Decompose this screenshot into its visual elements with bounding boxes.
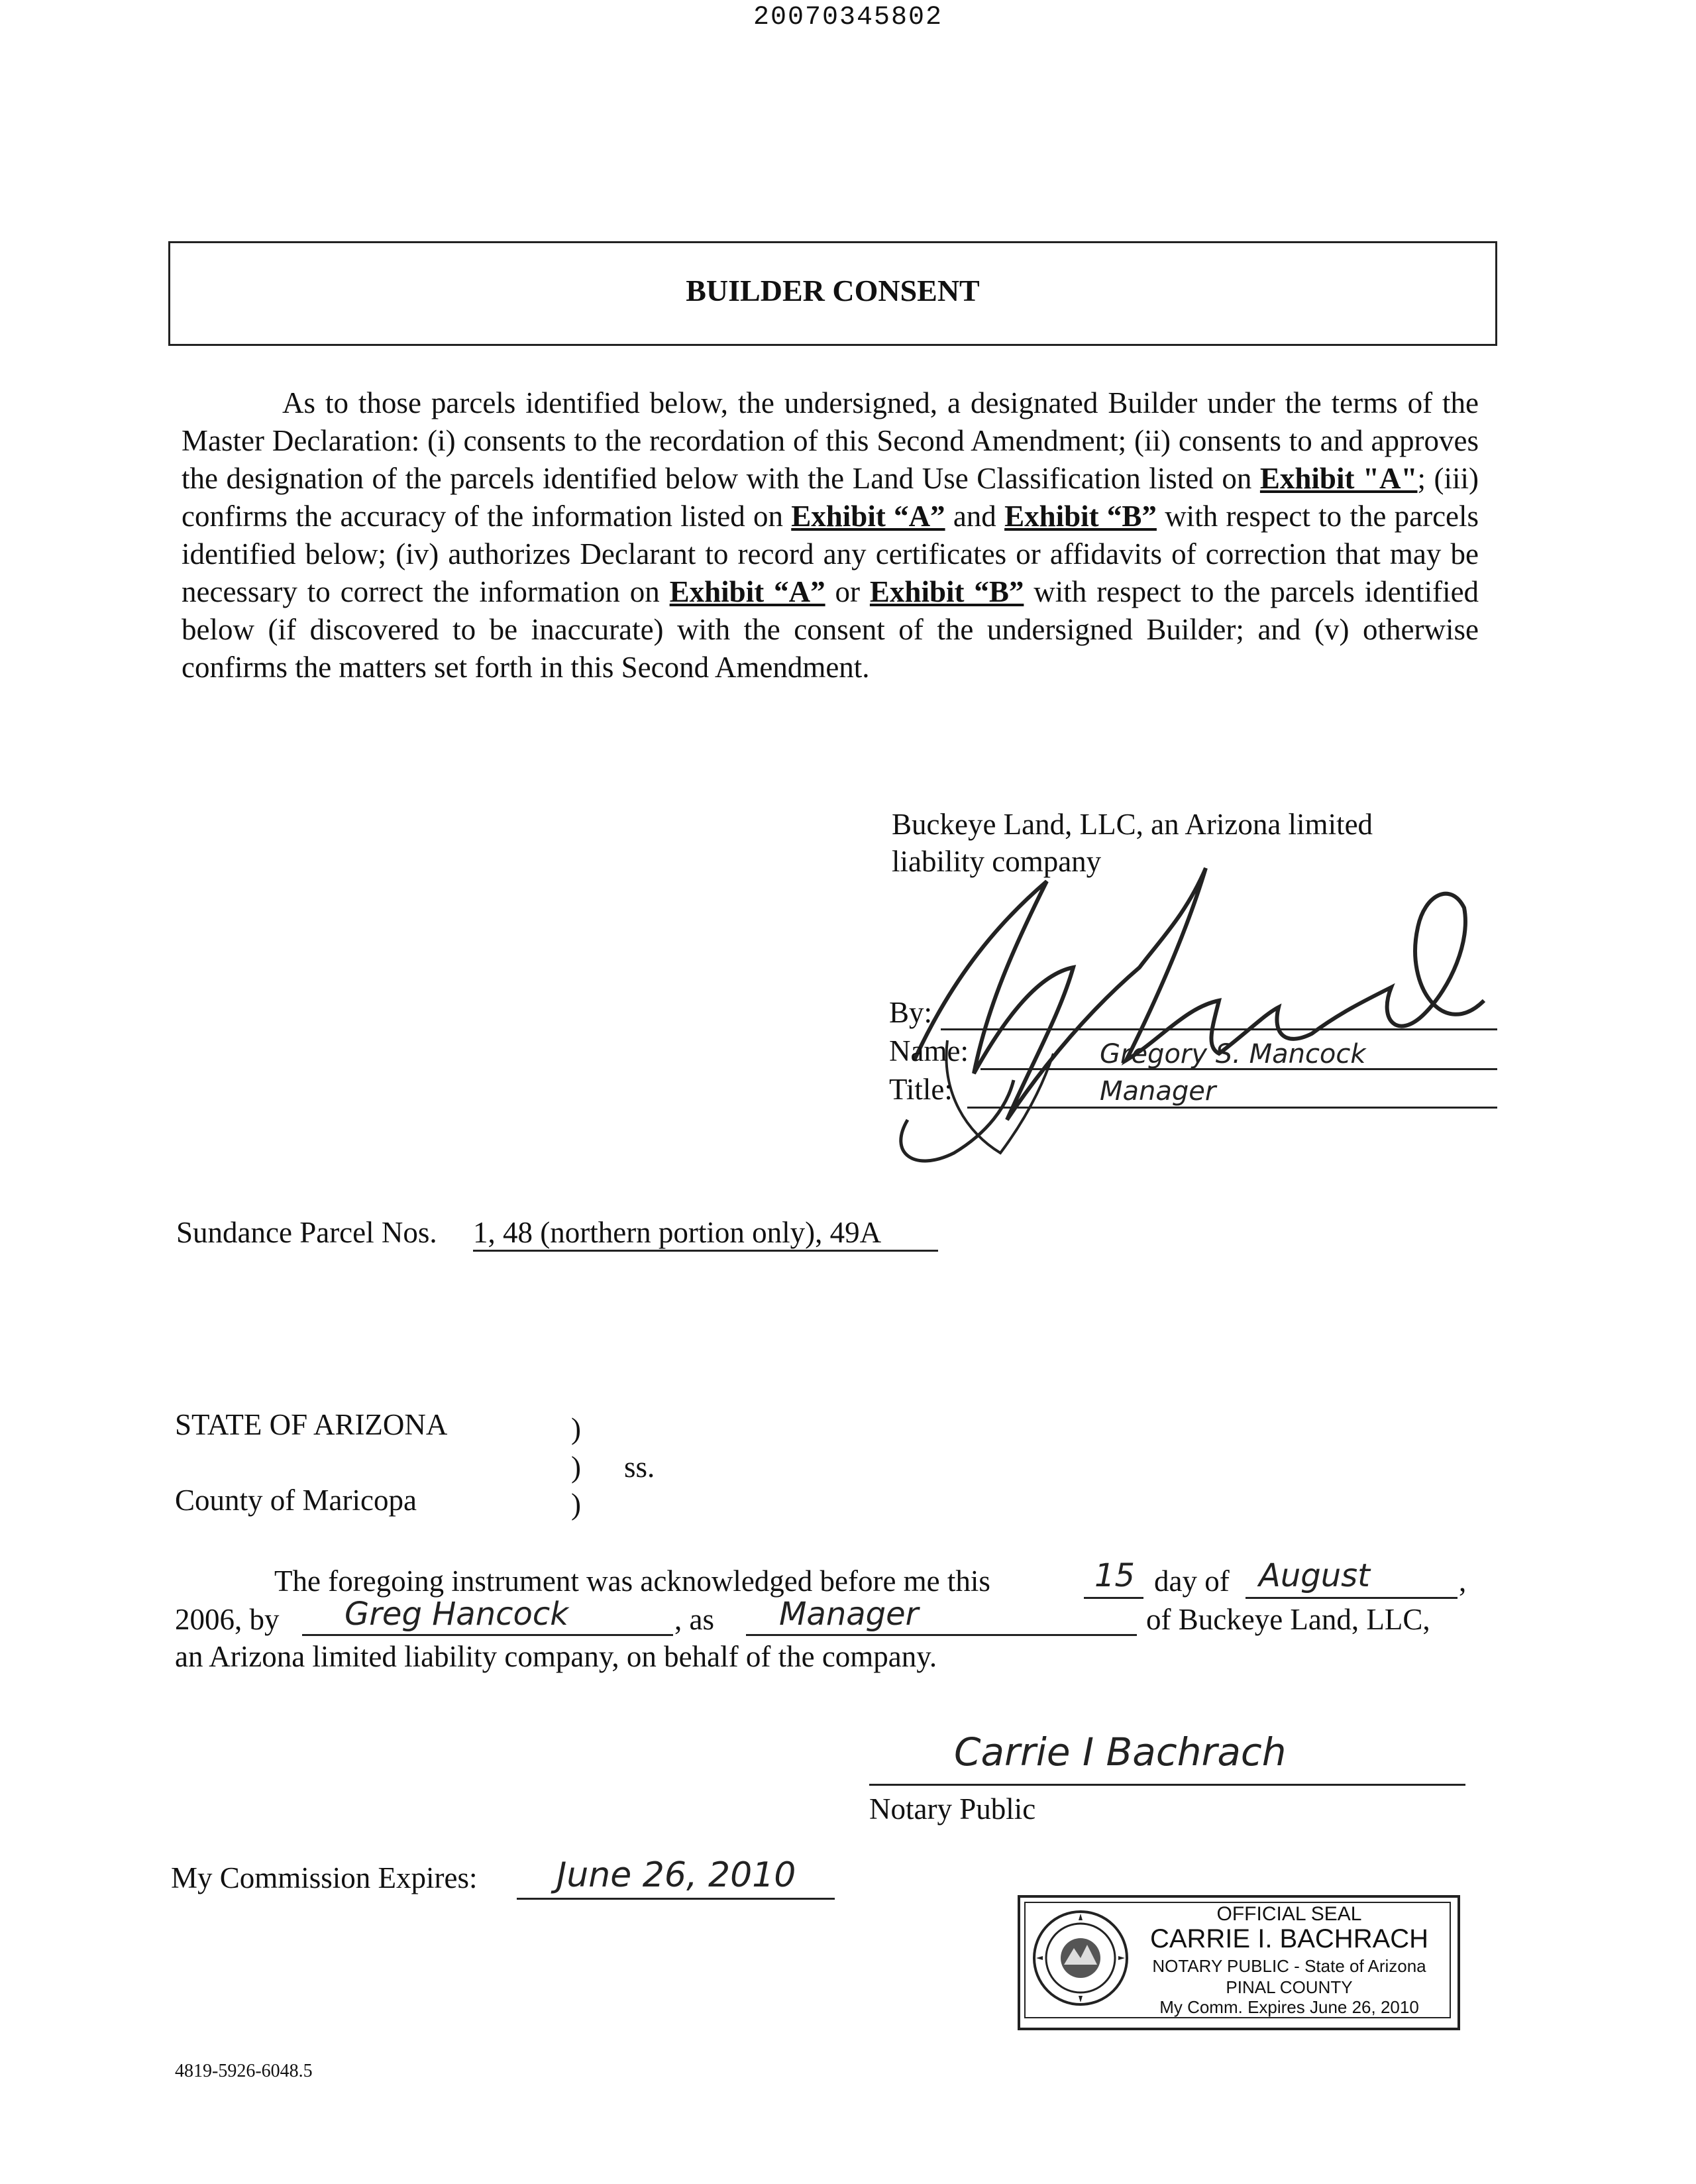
exhibit-b-ref: Exhibit “B” bbox=[869, 575, 1024, 608]
recording-number: 20070345802 bbox=[753, 3, 943, 32]
title-line bbox=[967, 1107, 1497, 1109]
document-title: BUILDER CONSENT bbox=[686, 274, 980, 307]
notary-label: Notary Public bbox=[869, 1792, 1036, 1826]
document-id-footer: 4819-5926-6048.5 bbox=[175, 2061, 313, 2081]
ack-capacity-handwritten: Manager bbox=[779, 1596, 919, 1633]
venue-paren: ) bbox=[571, 1412, 581, 1445]
seal-expiration-line: My Comm. Expires June 26, 2010 bbox=[1159, 1997, 1419, 2017]
seal-state-line: NOTARY PUBLIC - State of Arizona bbox=[1152, 1956, 1426, 1976]
ack-text-4: an Arizona limited liability company, on behalf of the company. bbox=[175, 1640, 937, 1673]
name-label: Name: bbox=[889, 1034, 969, 1067]
seal-header: OFFICIAL SEAL bbox=[1216, 1903, 1362, 1925]
ack-text-1: The foregoing instrument was acknowledged before me this bbox=[274, 1564, 990, 1598]
commission-line bbox=[517, 1898, 835, 1900]
venue-paren: ) bbox=[571, 1488, 581, 1521]
ack-text-2: day of bbox=[1154, 1564, 1230, 1598]
ack-text-3: of Buckeye Land, LLC, bbox=[1146, 1603, 1430, 1636]
parcel-numbers: 1, 48 (northern portion only), 49A bbox=[473, 1215, 938, 1252]
ack-person-handwritten: Greg Hancock bbox=[344, 1596, 569, 1633]
arizona-state-seal-icon bbox=[1031, 1908, 1130, 2008]
ack-year: 2006, by bbox=[175, 1603, 280, 1636]
commission-label: My Commission Expires: bbox=[171, 1861, 478, 1894]
exhibit-a-ref: Exhibit “A” bbox=[669, 575, 825, 608]
capacity-line bbox=[746, 1634, 1137, 1636]
exhibit-b-ref: Exhibit “B” bbox=[1004, 500, 1157, 533]
notary-signature-line bbox=[869, 1784, 1465, 1786]
venue-paren: ) bbox=[571, 1450, 581, 1484]
signer-name-handwritten: Gregory S. Mancock bbox=[1100, 1039, 1366, 1069]
seal-notary-name: CARRIE I. BACHRACH bbox=[1149, 1924, 1429, 1953]
county-label: County of Maricopa bbox=[175, 1484, 417, 1517]
builder-signature bbox=[874, 842, 1497, 1173]
month-line bbox=[1246, 1597, 1458, 1599]
by-line bbox=[941, 1028, 1497, 1030]
parcel-label: Sundance Parcel Nos. bbox=[176, 1216, 437, 1249]
person-line bbox=[302, 1634, 673, 1636]
signer-title-handwritten: Manager bbox=[1100, 1076, 1216, 1107]
company-name-line2: liability company bbox=[892, 845, 1102, 878]
ack-as: , as bbox=[674, 1603, 714, 1636]
exhibit-a-ref: Exhibit “A” bbox=[791, 500, 945, 533]
seal-county-line: PINAL COUNTY bbox=[1226, 1977, 1353, 1997]
exhibit-a-ref: Exhibit "A" bbox=[1259, 462, 1418, 495]
title-label: Title: bbox=[889, 1073, 953, 1106]
day-line bbox=[1084, 1597, 1143, 1599]
notary-signature-handwritten: Carrie I Bachrach bbox=[954, 1729, 1287, 1774]
by-label: By: bbox=[889, 996, 933, 1029]
ack-month-handwritten: August bbox=[1259, 1557, 1370, 1594]
name-line bbox=[980, 1068, 1497, 1070]
ss-label: ss. bbox=[624, 1450, 655, 1484]
commission-date-handwritten: June 26, 2010 bbox=[556, 1855, 796, 1895]
consent-paragraph: As to those parcels identified below, the undersigned, a designated Builder under the terms of the Master Declaration: (i) consents to the recordation of this Second Amendment; (ii) consents to and approves the designation of the parcels identified below with the Land Use Classification listed on Exhibit "A"; (iii) confirms the accuracy of the information listed on Exhibit “A” and Exhibit “B” with respect to the parcels identified below; (iv) authorizes Declarant to record any certificates or affidavits of correction that may be necessary to correct the information on Exhibit “A” or Exhibit “B” with respect to the parcels identified below (if discovered to be inaccurate) with the consent of the undersigned Builder; and (v) otherwise confirms the matters set forth in this Second Amendment. bbox=[182, 386, 1479, 684]
state-label: STATE OF ARIZONA bbox=[175, 1408, 448, 1441]
ack-day-handwritten: 15 bbox=[1094, 1557, 1136, 1594]
company-name-line1: Buckeye Land, LLC, an Arizona limited bbox=[892, 808, 1373, 841]
ack-comma: , bbox=[1459, 1564, 1467, 1598]
